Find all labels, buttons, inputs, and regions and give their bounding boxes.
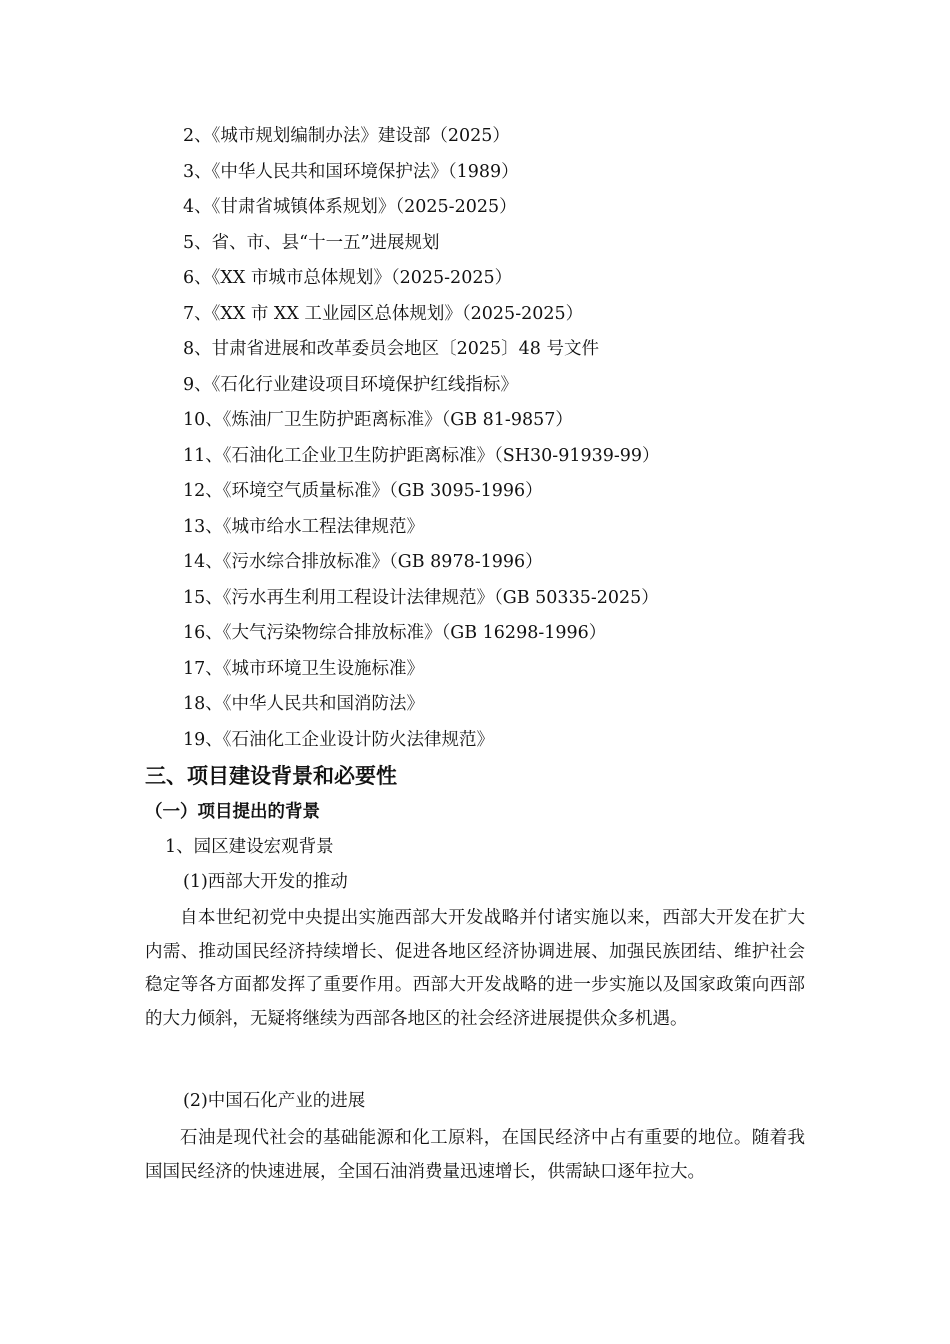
reference-item: 11、《石油化工企业卫生防护距离标准》（SH30-91939-99） <box>183 445 660 466</box>
reference-item: 6、《XX 市城市总体规划》（2025-2025） <box>183 268 513 288</box>
reference-item: 16、《大气污染物综合排放标准》（GB 16298-1996） <box>183 623 607 643</box>
reference-item: 4、《甘肃省城镇体系规划》（2025-2025） <box>183 197 517 217</box>
reference-item: 9、《石化行业建设项目环境保护红线指标》 <box>183 374 518 395</box>
body-paragraph: 自本世纪初党中央提出实施西部大开发战略并付诸实施以来，西部大开发在扩大内需、推动国民经济持续增长、促进各地区经济协调进展、加强民族团结、维护社会稳定等各方面都发挥了重要作用。西部大开发战略的进一步实施以及国家政策向西部的大力倾斜，无疑将继续为西部各地区的社会经济进展提供众多机遇。 <box>145 908 805 1029</box>
reference-item: 2、《城市规划编制办法》建设部（2025） <box>183 126 510 146</box>
reference-item: 19、《石油化工企业设计防火法律规范》 <box>183 729 495 750</box>
reference-item: 18、《中华人民共和国消防法》 <box>183 694 425 714</box>
reference-list <box>183 122 660 761</box>
reference-item: 7、《XX 市 XX 工业园区总体规划》（2025-2025） <box>183 303 584 324</box>
reference-item: 3、《中华人民共和国环境保护法》（1989） <box>183 161 519 182</box>
item-heading: 1、园区建设宏观背景 <box>165 837 334 857</box>
reference-item: 17、《城市环境卫生设施标准》 <box>183 658 425 679</box>
reference-item: 5、省、市、县“十一五”进展规划 <box>183 232 440 253</box>
reference-item: 12、《环境空气质量标准》（GB 3095-1996） <box>183 481 543 501</box>
reference-item: 8、甘肃省进展和改革委员会地区〔2025〕48 号文件 <box>183 339 599 359</box>
subitem-heading: (1)西部大开发的推动 <box>183 872 348 892</box>
reference-item: 15、《污水再生利用工程设计法律规范》（GB 50335-2025） <box>183 587 659 608</box>
reference-item: 14、《污水综合排放标准》（GB 8978-1996） <box>183 552 543 572</box>
reference-item: 13、《城市给水工程法律规范》 <box>183 516 425 537</box>
body-paragraph: 石油是现代社会的基础能源和化工原料，在国民经济中占有重要的地位。随着我国国民经济的快速进展，全国石油消费量迅速增长，供需缺口逐年拉大。 <box>145 1128 805 1182</box>
subitem-heading: (2)中国石化产业的进展 <box>183 1091 366 1111</box>
section-heading: 三、项目建设背景和必要性 <box>145 764 397 788</box>
subsection-heading: （一）项目提出的背景 <box>145 802 320 822</box>
reference-item: 10、《炼油厂卫生防护距离标准》（GB 81-9857） <box>183 410 573 430</box>
